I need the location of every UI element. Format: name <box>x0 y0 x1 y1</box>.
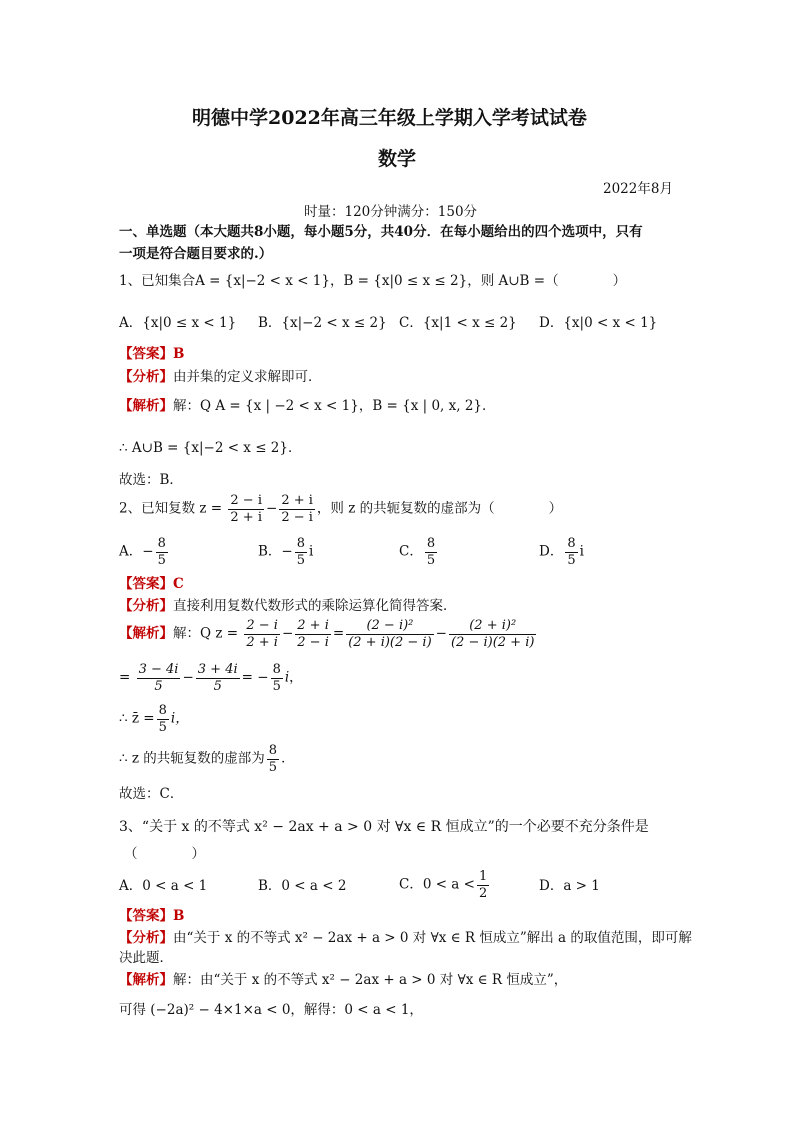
q2-choice: 故选：C． <box>119 786 184 802</box>
q3-option-c <box>399 870 491 900</box>
time-score: 时量：120分钟满分：150分 <box>304 204 478 220</box>
answer-label: 【答案】 <box>119 576 173 592</box>
q2-opta-num: 8 <box>157 536 166 551</box>
q3-answer-value: B <box>173 908 185 924</box>
q2-sol-f1-den: 2 + i <box>246 634 278 650</box>
q1-solution <box>119 400 496 414</box>
q1-option-b: B．{x|−2 < x ≤ 2} <box>258 315 387 331</box>
q2-optb-frac <box>295 537 307 567</box>
q2-optd-prefix: D． <box>539 543 564 560</box>
q2-l2-f2-den: 5 <box>213 678 222 694</box>
q2-l2-f3 <box>271 663 283 693</box>
solution-label: 【解析】 <box>119 625 173 642</box>
q2-optc-den: 5 <box>426 552 436 568</box>
q2-optc-prefix: C． <box>399 543 423 560</box>
q1-analysis <box>119 371 322 385</box>
q2-l4-num: 8 <box>268 743 278 758</box>
q1-answer-value: B <box>173 346 185 362</box>
q2-f1-den: 2 + i <box>230 509 262 525</box>
q3-stem-line2: （ ） <box>124 846 205 862</box>
section-heading-line2: 一项是符合题目要求的.） <box>119 246 273 262</box>
q2-sol-prefix: 解：Q z = <box>173 625 239 642</box>
q3-optc-num: 1 <box>478 869 488 884</box>
q1-option-d: D．{x|0 < x < 1} <box>539 315 658 331</box>
q2-option-c <box>399 537 439 567</box>
q2-stem-suffix: ，则 z 的共轭复数的虚部为（ ） <box>316 500 563 517</box>
q2-sol-f4-den: (2 − i)(2 + i) <box>450 634 535 650</box>
solution-label: 【解析】 <box>119 398 173 414</box>
q2-option-d <box>539 537 584 567</box>
q3-step1: 可得 (−2a)² − 4×1×a < 0，解得：0 < a < 1， <box>119 1002 423 1018</box>
q2-sol-f1 <box>244 619 280 649</box>
q2-l4-den: 5 <box>268 759 278 775</box>
q2-step2: = $\frac{3 - 4i}{5}$ − $\frac{3 + 4i}{5}$ = − $\frac{8}{5}$ i， <box>119 662 303 694</box>
q2-f2-den: 2 − i <box>281 509 313 525</box>
q1-stem-prefix: 1、已知集合 <box>119 273 196 289</box>
q2-sol-f2 <box>295 619 331 649</box>
q3-analysis-line1 <box>119 932 692 946</box>
q1-solution-text: 解：Q A = {x | −2 < x < 1}，B = {x | 0, x, 2}． <box>173 398 496 414</box>
q2-l2-f3-num: 8 <box>272 662 281 677</box>
q2-optd-i: i <box>579 543 584 560</box>
q2-f2-num: 2 + i <box>281 493 313 508</box>
q2-fraction-1 <box>228 494 264 524</box>
q2-sol-f3-num: (2 − i)² <box>346 619 433 635</box>
q2-option-a <box>119 537 170 567</box>
q2-l2-f3-den: 5 <box>272 678 281 694</box>
q2-optb-den: 5 <box>296 552 306 568</box>
q1-choice: 故选：B． <box>119 472 183 488</box>
q3-option-a: A．0 < a < 1 <box>119 878 208 894</box>
q2-step3 <box>119 704 189 734</box>
q1-answer <box>119 348 184 362</box>
q2-l2-f2-num: 3 + 4i <box>197 662 238 677</box>
q3-optc-text: C．0 < a < <box>399 876 475 893</box>
q2-sol-f4-num: (2 + i)² <box>449 619 536 635</box>
q2-sol-f2-den: 2 − i <box>297 634 329 650</box>
q3-analysis-line2: 决此题． <box>119 950 173 966</box>
q1-option-a: A．{x|0 ≤ x < 1} <box>119 315 237 331</box>
q2-l4-suffix: ． <box>281 750 295 767</box>
q2-fraction-2 <box>279 494 315 524</box>
section-heading-line1: 一、单选题（本大题共8小题，每小题5分，共40分．在每小题给出的四个选项中，只有 <box>119 224 643 240</box>
q1-option-c: C．{x|1 < x ≤ 2} <box>399 315 517 331</box>
q2-optb-prefix: B．− <box>258 543 293 560</box>
q2-l2-f1 <box>137 663 181 693</box>
q2-l4-prefix: ∴ z 的共轭复数的虚部为 <box>119 750 265 767</box>
q2-l3-num: 8 <box>158 703 167 718</box>
q2-sol-f2-num: 2 + i <box>297 618 329 633</box>
q2-optd-num: 8 <box>567 536 576 551</box>
q3-answer <box>119 910 184 924</box>
q2-l3-prefix: ∴ z̄ = <box>119 710 155 727</box>
analysis-label: 【分析】 <box>119 930 173 946</box>
q3-solution-text: 解：由“关于 x 的不等式 x² − 2ax + a > 0 对 ∀x ∈ R 恒成立”， <box>173 972 568 988</box>
q2-optd-den: 5 <box>567 552 576 568</box>
q2-l3-suffix: i， <box>170 710 189 727</box>
subject-title: 数学 <box>378 148 417 170</box>
q2-l2-f2 <box>196 663 240 693</box>
q2-sol-f4 <box>449 619 536 649</box>
q2-l2-f1-num: 3 − 4i <box>138 662 179 677</box>
q2-sol-f3 <box>346 619 433 649</box>
q2-l3-den: 5 <box>158 719 167 735</box>
answer-label: 【答案】 <box>119 908 173 924</box>
q2-solution: 【解析】解：Q z = $\frac{2 - i}{2 + i}$ − $\frac{2 + i}{2 - i}$ = $\frac{\text{(2 − i)²}}{(2 + i)(2 - i)}$ − $\frac{\text{(2 + i)²}}{(2 - i)(2 + i)}$ <box>119 618 535 650</box>
q2-analysis <box>119 600 457 614</box>
q2-analysis-text: 直接利用复数代数形式的乘除运算化简得答案． <box>173 598 457 614</box>
analysis-label: 【分析】 <box>119 369 173 385</box>
q2-answer-value: C <box>173 576 184 592</box>
q1-stem <box>119 275 626 289</box>
q3-optc-frac <box>477 870 489 900</box>
q2-optb-num: 8 <box>296 536 306 551</box>
q1-step1: ∴ A∪B = {x|−2 < x ≤ 2}． <box>119 440 302 456</box>
page-title: 明德中学2022年高三年级上学期入学考试试卷 <box>192 107 587 129</box>
q2-optd-frac <box>565 537 577 567</box>
q2-opta-frac <box>156 537 168 567</box>
q2-optc-num: 8 <box>426 536 436 551</box>
q3-solution <box>119 974 567 988</box>
q2-l3-frac <box>157 704 169 734</box>
q1-set-a: A = {x|−2 < x < 1} <box>195 273 330 289</box>
q2-stem: 2、已知复数 z = $\frac{2 - i}{2 + i}$ − $\frac{2 + i}{2 - i}$ ，则 z 的共轭复数的虚部为（ ） <box>119 493 563 525</box>
exam-date: 2022年8月 <box>603 181 673 197</box>
q2-option-b <box>258 537 313 567</box>
q2-opta-prefix: A．− <box>119 543 154 560</box>
q2-optb-i: i <box>309 543 314 560</box>
q2-opta-den: 5 <box>157 552 166 568</box>
q3-option-d: D．a > 1 <box>539 878 600 894</box>
q2-sol-f3-den: (2 + i)(2 − i) <box>348 634 432 650</box>
q2-optc-frac <box>425 537 437 567</box>
q2-l2-f1-den: 5 <box>154 678 163 694</box>
q2-stem-prefix: 2、已知复数 z = <box>119 500 223 517</box>
q1-analysis-text: 由并集的定义求解即可． <box>173 369 322 385</box>
solution-label: 【解析】 <box>119 972 173 988</box>
q2-answer <box>119 578 184 592</box>
q2-l4-frac <box>267 744 279 774</box>
analysis-label: 【分析】 <box>119 598 173 614</box>
answer-label: 【答案】 <box>119 346 173 362</box>
q2-f1-num: 2 − i <box>230 493 262 508</box>
q3-stem-line1: 3、“关于 x 的不等式 x² − 2ax + a > 0 对 ∀x ∈ R 恒成立”的一个必要不充分条件是 <box>119 819 649 835</box>
q2-sol-f1-num: 2 − i <box>246 618 278 633</box>
q2-step4 <box>119 744 295 774</box>
q1-set-b: ，B = {x|0 ≤ x ≤ 2}，则 A∪B =（ ） <box>329 273 627 289</box>
q3-optc-den: 2 <box>478 885 488 901</box>
q3-option-b: B．0 < a < 2 <box>258 878 347 894</box>
q3-analysis-text: 由“关于 x 的不等式 x² − 2ax + a > 0 对 ∀x ∈ R 恒成立”解出 a 的取值范围，即可解 <box>173 930 692 946</box>
